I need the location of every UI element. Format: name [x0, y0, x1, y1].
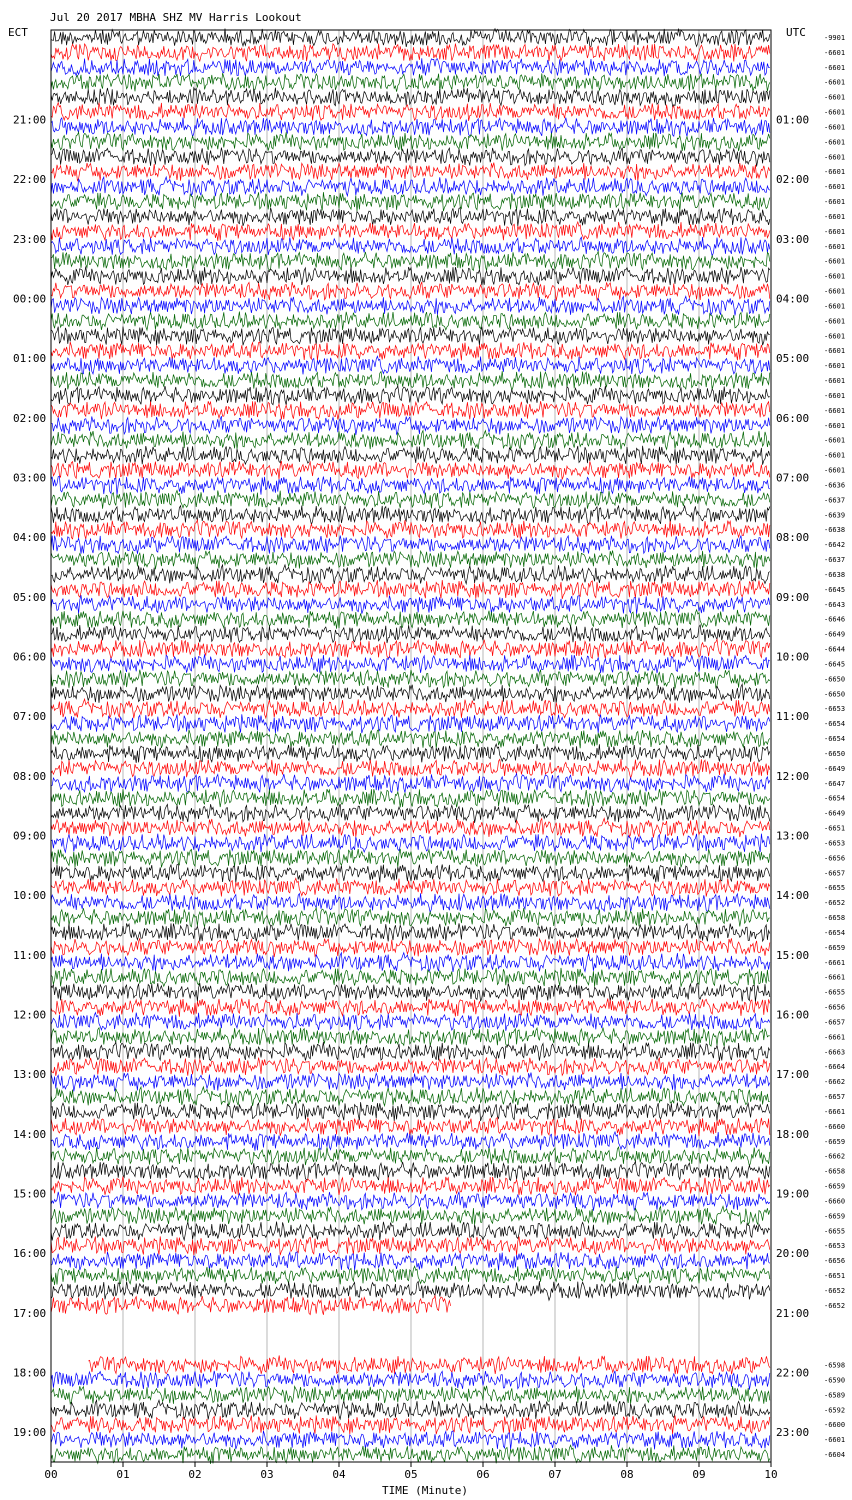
trace-offset-label: -6647: [824, 779, 846, 788]
utc-hour-label: 07:00: [776, 471, 810, 485]
trace-offset-label: -6644: [824, 645, 846, 654]
trace-offset-label: -6657: [824, 1093, 846, 1102]
trace-offset-label: -6651: [824, 824, 846, 833]
trace-row: [51, 953, 770, 972]
trace-row: [51, 551, 770, 570]
ect-hour-label: 06:00: [13, 650, 47, 664]
trace-row: [51, 684, 770, 703]
trace-offset-label: -6601: [824, 242, 846, 251]
trace-offset-label: -6661: [824, 958, 846, 967]
trace-offset-label: -6658: [824, 1167, 846, 1176]
trace-offset-label: -6601: [824, 332, 846, 341]
trace-offset-label: -6653: [824, 839, 846, 848]
utc-hour-label: 18:00: [776, 1127, 810, 1141]
trace-offset-label: -6650: [824, 690, 846, 699]
trace-offset-label: -6650: [824, 675, 846, 684]
utc-hour-label: 20:00: [776, 1247, 810, 1261]
trace-offset-label: -6645: [824, 660, 846, 669]
minute-tick-label: 03: [260, 1468, 274, 1481]
trace-offset-label: -6601: [824, 406, 846, 415]
utc-hour-label: 15:00: [776, 948, 810, 962]
trace-offset-label: -6601: [824, 108, 846, 117]
trace-offset-label: -6652: [824, 899, 846, 908]
ect-hour-label: 12:00: [13, 1008, 47, 1022]
trace-offset-label: -6598: [824, 1361, 846, 1370]
trace-row: [51, 1042, 770, 1061]
trace-offset-label: -6659: [824, 943, 846, 952]
trace-offset-label: -6654: [824, 794, 846, 803]
trace-row: [51, 595, 770, 614]
trace-row: [51, 654, 770, 673]
trace-row: [51, 536, 770, 554]
ect-hour-label: 00:00: [13, 292, 47, 306]
trace-row: [51, 1176, 770, 1195]
trace-row: [51, 789, 770, 807]
utc-hour-label: 03:00: [776, 232, 810, 246]
trace-row: [51, 237, 770, 256]
right-timezone-label: UTC: [786, 26, 806, 39]
trace-offset-label: -6663: [824, 1048, 846, 1057]
trace-offset-label: -6601: [824, 257, 846, 266]
trace-row: [51, 1102, 770, 1121]
trace-offset-label: -6662: [824, 1152, 846, 1161]
ect-hour-label: 11:00: [13, 948, 47, 962]
utc-hour-label: 21:00: [776, 1306, 810, 1320]
trace-offset-label: -6604: [824, 1451, 846, 1460]
trace-offset-label: -6661: [824, 973, 846, 982]
trace-row: [51, 1147, 770, 1166]
trace-row: [51, 132, 770, 151]
trace-row: [51, 1013, 770, 1031]
ect-hour-label: 05:00: [13, 590, 47, 604]
trace-offset-label: -9901: [824, 33, 846, 42]
minute-tick-label: 01: [116, 1468, 130, 1481]
trace-row: [51, 446, 770, 465]
trace-row: [51, 342, 770, 360]
ect-hour-label: 15:00: [13, 1187, 47, 1201]
trace-offset-label: -6656: [824, 854, 846, 863]
trace-row: [51, 29, 770, 47]
trace-row: [51, 1087, 770, 1106]
trace-row: [51, 520, 770, 539]
trace-row: [51, 44, 770, 62]
trace-offset-label: -6653: [824, 705, 846, 714]
utc-hour-label: 08:00: [776, 531, 810, 545]
trace-offset-label: -6661: [824, 1107, 846, 1116]
trace-offset-label: -6649: [824, 630, 846, 639]
trace-offset-label: -6655: [824, 884, 846, 893]
trace-offset-label: -6601: [824, 302, 846, 311]
trace-row: [51, 296, 770, 315]
trace-row: [51, 163, 770, 181]
trace-offset-label: -6659: [824, 1182, 846, 1191]
trace-offset-label: -6656: [824, 1257, 846, 1266]
trace-row: [51, 58, 770, 76]
trace-offset-label: -6601: [824, 347, 846, 356]
trace-row: [51, 834, 770, 853]
utc-hour-label: 12:00: [776, 769, 810, 783]
trace-offset-label: -6653: [824, 1242, 846, 1251]
trace-row: [51, 103, 770, 121]
trace-offset-label: -6601: [824, 272, 846, 281]
trace-offset-label: -6650: [824, 749, 846, 758]
trace-row: [51, 744, 770, 763]
minute-tick-label: 02: [188, 1468, 202, 1481]
trace-row: [51, 759, 770, 778]
trace-row: [51, 327, 770, 346]
trace-row: [51, 714, 770, 733]
trace-row: [51, 356, 770, 374]
trace-offset-label: -6600: [824, 1421, 846, 1430]
chart-title: Jul 20 2017 MBHA SHZ MV Harris Lookout: [50, 11, 302, 24]
utc-hour-label: 01:00: [776, 113, 810, 127]
ect-hour-label: 07:00: [13, 710, 47, 724]
ect-hour-label: 01:00: [13, 352, 47, 366]
trace-offset-label: -6589: [824, 1391, 846, 1400]
trace-row: [51, 670, 770, 689]
trace-row: [88, 1355, 770, 1374]
trace-row: [51, 864, 770, 882]
trace-row: [51, 968, 770, 987]
trace-offset-label: -6657: [824, 869, 846, 878]
trace-offset-label: -6601: [824, 436, 846, 445]
trace-row: [51, 1118, 770, 1137]
trace-offset-label: -6651: [824, 1272, 846, 1281]
trace-offset-label: -6652: [824, 1286, 846, 1295]
trace-row: [51, 1132, 770, 1151]
trace-offset-label: -6601: [824, 466, 846, 475]
trace-row: [51, 610, 770, 629]
trace-row: [51, 506, 770, 525]
trace-offset-label: -6658: [824, 914, 846, 923]
trace-row: [51, 208, 770, 227]
trace-offset-label: -6601: [824, 198, 846, 207]
trace-row: [51, 312, 770, 331]
trace-offset-label: -6638: [824, 570, 846, 579]
ect-hour-label: 14:00: [13, 1127, 47, 1141]
trace-offset-label: -6646: [824, 615, 846, 624]
trace-offset-label: -6659: [824, 1212, 846, 1221]
trace-offset-label: -6664: [824, 1063, 846, 1072]
trace-offset-label: -6601: [824, 168, 846, 177]
trace-offset-label: -6638: [824, 526, 846, 535]
utc-hour-label: 06:00: [776, 411, 810, 425]
utc-hour-label: 04:00: [776, 292, 810, 306]
utc-hour-label: 19:00: [776, 1187, 810, 1201]
trace-row: [51, 1281, 770, 1300]
trace-offset-label: -6661: [824, 1033, 846, 1042]
ect-hour-label: 09:00: [13, 829, 47, 843]
ect-hour-label: 22:00: [13, 173, 47, 187]
trace-row: [51, 1431, 770, 1449]
trace-row: [51, 625, 770, 643]
x-axis-label: TIME (Minute): [381, 1484, 469, 1497]
minute-tick-label: 07: [548, 1468, 562, 1481]
trace-row: [51, 565, 770, 584]
utc-hour-label: 23:00: [776, 1426, 810, 1440]
left-timezone-label: ECT: [8, 26, 28, 39]
ect-hour-label: 02:00: [13, 411, 47, 425]
trace-offset-label: -6645: [824, 585, 846, 594]
utc-hour-label: 14:00: [776, 889, 810, 903]
minute-tick-label: 05: [404, 1468, 418, 1481]
trace-offset-label: -6643: [824, 600, 846, 609]
utc-hour-label: 22:00: [776, 1366, 810, 1380]
trace-row: [51, 1445, 770, 1464]
trace-offset-label: -6601: [824, 212, 846, 221]
trace-row: [51, 73, 770, 92]
trace-row: [51, 1028, 770, 1047]
trace-row: [51, 730, 770, 748]
trace-row: [51, 878, 770, 896]
trace-offset-label: -6601: [824, 63, 846, 72]
trace-rows: [51, 29, 770, 1465]
utc-hour-label: 09:00: [776, 590, 810, 604]
trace-row: [51, 431, 770, 450]
trace-row: [51, 699, 770, 718]
trace-offset-label: -6601: [824, 183, 846, 192]
minute-tick-label: 00: [44, 1468, 58, 1481]
trace-offset-label: -6660: [824, 1197, 846, 1206]
trace-row: [51, 1296, 451, 1315]
trace-offset-label: -6601: [824, 93, 846, 102]
trace-row: [51, 1236, 770, 1255]
trace-offset-label: -6601: [824, 78, 846, 87]
trace-row: [51, 999, 770, 1017]
trace-offset-label: -6601: [824, 123, 846, 132]
trace-row: [51, 774, 770, 793]
trace-row: [51, 1058, 770, 1076]
utc-hour-label: 17:00: [776, 1068, 810, 1082]
trace-row: [51, 148, 770, 167]
trace-offset-label: -6655: [824, 1227, 846, 1236]
trace-offset-label: -6601: [824, 227, 846, 236]
trace-offset-label: -6601: [824, 138, 846, 147]
trace-offset-label: -6660: [824, 1122, 846, 1131]
trace-offset-label: -6601: [824, 421, 846, 430]
trace-offset-label: -6590: [824, 1376, 846, 1385]
trace-offset-label: -6636: [824, 481, 846, 490]
trace-row: [51, 639, 770, 658]
trace-offset-label: -6592: [824, 1406, 846, 1415]
trace-offset-label: -6601: [824, 153, 846, 162]
utc-hour-label: 16:00: [776, 1008, 810, 1022]
trace-offset-label: -6639: [824, 511, 846, 520]
trace-row: [51, 818, 770, 837]
trace-row: [51, 804, 770, 823]
trace-offset-label: -6601: [824, 362, 846, 371]
minute-tick-label: 04: [332, 1468, 346, 1481]
minute-tick-label: 08: [620, 1468, 634, 1481]
trace-row: [51, 1192, 770, 1211]
trace-row: [51, 1415, 770, 1434]
trace-offset-label: -6662: [824, 1078, 846, 1087]
ect-hour-label: 16:00: [13, 1247, 47, 1261]
trace-row: [51, 1371, 770, 1390]
trace-row: [51, 1073, 770, 1092]
trace-offset-label: -6601: [824, 317, 846, 326]
trace-row: [51, 908, 770, 927]
minute-tick-label: 06: [476, 1468, 490, 1481]
trace-row: [51, 476, 770, 494]
minute-tick-label: 09: [692, 1468, 706, 1481]
ect-hour-label: 23:00: [13, 232, 47, 246]
trace-row: [51, 1252, 770, 1270]
ect-hour-label: 03:00: [13, 471, 47, 485]
trace-offset-label: -6657: [824, 1018, 846, 1027]
trace-row: [51, 1206, 770, 1225]
trace-row: [51, 88, 770, 107]
trace-row: [51, 416, 770, 435]
trace-row: [51, 177, 770, 196]
ect-hour-label: 18:00: [13, 1366, 47, 1380]
trace-row: [51, 893, 770, 912]
trace-offset-label: -6601: [824, 48, 846, 57]
trace-row: [51, 461, 770, 480]
trace-offset-label: -6659: [824, 1137, 846, 1146]
trace-row: [51, 386, 770, 405]
trace-offset-label: -6642: [824, 541, 846, 550]
utc-hour-label: 10:00: [776, 650, 810, 664]
trace-offset-label: -6601: [824, 287, 846, 296]
trace-row: [51, 282, 770, 301]
ect-hour-label: 19:00: [13, 1426, 47, 1440]
trace-row: [51, 1222, 770, 1241]
trace-offset-label: -6652: [824, 1301, 846, 1310]
ect-hour-label: 04:00: [13, 531, 47, 545]
trace-row: [51, 118, 770, 137]
trace-offset-label: -6601: [824, 451, 846, 460]
trace-offset-label: -6656: [824, 1003, 846, 1012]
trace-row: [51, 849, 770, 868]
trace-offset-label: -6649: [824, 809, 846, 818]
trace-row: [51, 983, 770, 1002]
ect-hour-label: 10:00: [13, 889, 47, 903]
utc-hour-label: 11:00: [776, 710, 810, 724]
trace-row: [51, 371, 770, 390]
trace-row: [51, 1161, 770, 1180]
trace-row: [51, 266, 770, 285]
trace-offset-label: -6601: [824, 1436, 846, 1445]
trace-offset-label: -6654: [824, 735, 846, 744]
minute-tick-label: 10: [764, 1468, 778, 1481]
utc-hour-label: 13:00: [776, 829, 810, 843]
trace-offset-label: -6637: [824, 496, 846, 505]
trace-offset-label: -6654: [824, 720, 846, 729]
trace-offset-label: -6654: [824, 928, 846, 937]
trace-row: [51, 1400, 770, 1419]
trace-row: [51, 923, 770, 941]
trace-offset-label: -6601: [824, 377, 846, 386]
ect-hour-label: 17:00: [13, 1306, 47, 1320]
utc-hour-label: 05:00: [776, 352, 810, 366]
trace-row: [51, 252, 770, 271]
trace-offset-label: -6601: [824, 391, 846, 400]
ect-hour-label: 13:00: [13, 1068, 47, 1082]
trace-offset-label: -6649: [824, 764, 846, 773]
trace-offset-label: -6637: [824, 556, 846, 565]
ect-hour-label: 08:00: [13, 769, 47, 783]
trace-row: [51, 401, 770, 419]
utc-hour-label: 02:00: [776, 173, 810, 187]
trace-offset-label: -6655: [824, 988, 846, 997]
ect-hour-label: 21:00: [13, 113, 47, 127]
